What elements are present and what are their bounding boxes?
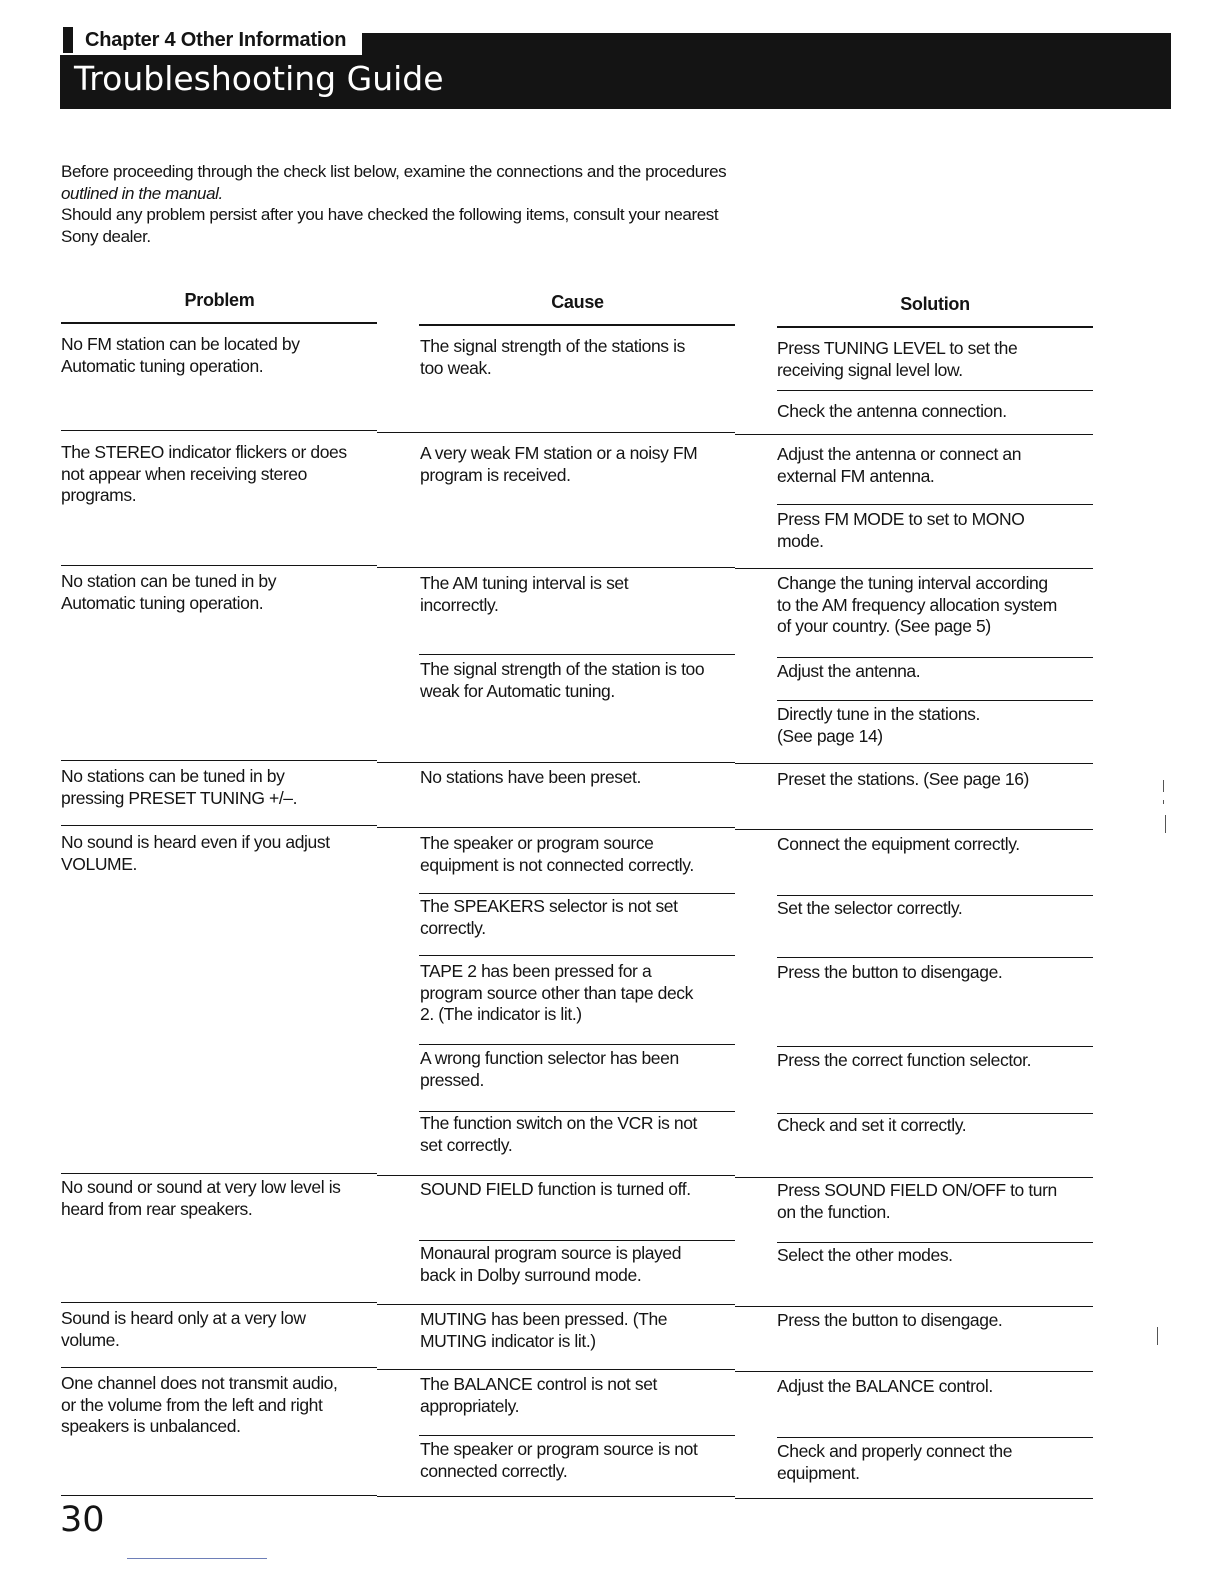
- cause-divider: [419, 1044, 735, 1045]
- solution-cell: Change the tuning interval according to the AM frequency allocation system of your country. (See page 5): [777, 573, 1057, 636]
- problem-cell: One channel does not transmit audio, or the volume from the left and right speakers is unbalanced.: [61, 1373, 338, 1436]
- row-divider: [61, 760, 377, 761]
- margin-mark: [1157, 1327, 1158, 1345]
- solution-cell: Press SOUND FIELD ON/OFF to turn on the function.: [777, 1180, 1057, 1222]
- solution-divider: [777, 390, 1093, 391]
- cause-cell: The speaker or program source is not connected correctly.: [420, 1439, 698, 1481]
- row-divider: [735, 1371, 1093, 1372]
- cause-cell: No stations have been preset.: [420, 767, 641, 787]
- margin-mark: [1165, 815, 1166, 833]
- margin-mark: [1163, 780, 1164, 792]
- cause-cell: The AM tuning interval is set incorrectly.: [420, 573, 629, 615]
- cause-cell: TAPE 2 has been pressed for a program source other than tape deck 2. (The indicator is lit.): [420, 961, 693, 1024]
- solution-cell: Adjust the antenna or connect an external FM antenna.: [777, 444, 1022, 486]
- solution-cell: Select the other modes.: [777, 1245, 953, 1265]
- solution-divider: [777, 504, 1093, 505]
- table-bottom-rule: [377, 1496, 735, 1497]
- solution-cell: Adjust the antenna.: [777, 661, 921, 681]
- chapter-label: Chapter 4 Other Information: [85, 29, 347, 51]
- margin-mark: [1163, 800, 1164, 804]
- intro-line: outlined in the manual.: [61, 183, 223, 203]
- problem-cell: No stations can be tuned in by pressing PRESET TUNING +/–.: [61, 766, 298, 808]
- problem-cell: No sound is heard even if you adjust VOLUME.: [61, 832, 330, 874]
- cause-cell: The BALANCE control is not set appropriately.: [420, 1374, 657, 1416]
- cause-cell: Monaural program source is played back in Dolby surround mode.: [420, 1243, 682, 1285]
- solution-cell: Press FM MODE to set to MONO mode.: [777, 509, 1025, 551]
- cause-divider: [419, 654, 735, 655]
- cause-cell: SOUND FIELD function is turned off.: [420, 1179, 691, 1199]
- solution-cell: Directly tune in the stations. (See page 14): [777, 704, 980, 746]
- problem-cell: Sound is heard only at a very low volume.: [61, 1308, 306, 1350]
- cause-divider: [419, 1111, 735, 1112]
- cause-cell: The SPEAKERS selector is not set correctly.: [420, 896, 678, 938]
- solution-divider: [777, 1437, 1093, 1438]
- solution-divider: [777, 957, 1093, 958]
- cause-cell: The speaker or program source equipment is not connected correctly.: [420, 833, 694, 875]
- row-divider: [735, 568, 1093, 569]
- row-divider: [735, 829, 1093, 830]
- cause-cell: The signal strength of the stations is too weak.: [420, 336, 685, 378]
- row-divider: [735, 434, 1093, 435]
- problem-header-rule: [61, 322, 377, 324]
- intro-paragraph: [61, 161, 861, 247]
- row-divider: [735, 763, 1093, 764]
- solution-cell: Set the selector correctly.: [777, 898, 963, 918]
- row-divider: [61, 1302, 377, 1303]
- row-divider: [377, 827, 735, 828]
- cause-cell: The function switch on the VCR is not set correctly.: [420, 1113, 698, 1155]
- problem-column-header: Problem: [184, 290, 255, 310]
- solution-cell: Press the correct function selector.: [777, 1050, 1032, 1070]
- row-divider: [61, 565, 377, 566]
- solution-divider: [777, 1113, 1093, 1114]
- solution-cell: Check and properly connect the equipment.: [777, 1441, 1013, 1483]
- row-divider: [61, 430, 377, 431]
- row-divider: [377, 567, 735, 568]
- intro-line: Before proceeding through the check list below, examine the connections and the procedures: [61, 162, 727, 181]
- solution-cell: Preset the stations. (See page 16): [777, 769, 1029, 789]
- solution-cell: Adjust the BALANCE control.: [777, 1376, 993, 1396]
- cause-divider: [419, 955, 735, 956]
- solution-cell: Press the button to disengage.: [777, 1310, 1003, 1330]
- cause-cell: MUTING has been pressed. (The MUTING indicator is lit.): [420, 1309, 668, 1351]
- table-bottom-rule: [735, 1498, 1093, 1499]
- bottom-edge-line: [127, 1558, 267, 1559]
- solution-cell: Check and set it correctly.: [777, 1115, 967, 1135]
- cause-divider: [419, 1435, 735, 1436]
- solution-divider: [777, 700, 1093, 701]
- cause-cell: The signal strength of the station is too weak for Automatic tuning.: [420, 659, 705, 701]
- row-divider: [61, 1367, 377, 1368]
- solution-divider: [777, 657, 1093, 658]
- intro-line: Sony dealer.: [61, 226, 151, 246]
- chapter-marker-bar: [63, 27, 73, 53]
- intro-line: Should any problem persist after you have checked the following items, consult your nearest: [61, 205, 719, 224]
- solution-cell: Press TUNING LEVEL to set the receiving signal level low.: [777, 338, 1018, 380]
- problem-cell: No FM station can be located by Automatic tuning operation.: [61, 334, 300, 376]
- cause-header-rule: [419, 324, 735, 326]
- solution-cell: Connect the equipment correctly.: [777, 834, 1020, 854]
- row-divider: [61, 825, 377, 826]
- row-divider: [61, 1173, 377, 1174]
- table-bottom-rule: [61, 1495, 377, 1496]
- problem-cell: No sound or sound at very low level is heard from rear speakers.: [61, 1177, 341, 1219]
- row-divider: [377, 1369, 735, 1370]
- problem-cell: No station can be tuned in by Automatic tuning operation.: [61, 571, 277, 613]
- row-divider: [377, 1304, 735, 1305]
- cause-cell: A wrong function selector has been pressed.: [420, 1048, 679, 1090]
- solution-header-rule: [777, 326, 1093, 328]
- page-title: Troubleshooting Guide: [74, 59, 444, 98]
- problem-cell: The STEREO indicator flickers or does not appear when receiving stereo programs.: [61, 442, 347, 505]
- row-divider: [735, 1306, 1093, 1307]
- cause-divider: [419, 1240, 735, 1241]
- cause-column-header: Cause: [551, 292, 604, 312]
- solution-divider: [777, 895, 1093, 896]
- row-divider: [735, 1177, 1093, 1178]
- page-number: 30: [60, 1500, 105, 1540]
- solution-divider: [777, 1046, 1093, 1047]
- row-divider: [377, 762, 735, 763]
- solution-column-header: Solution: [900, 294, 970, 314]
- solution-cell: Check the antenna connection.: [777, 401, 1007, 421]
- row-divider: [377, 1175, 735, 1176]
- solution-cell: Press the button to disengage.: [777, 962, 1003, 982]
- cause-divider: [419, 893, 735, 894]
- cause-cell: A very weak FM station or a noisy FM program is received.: [420, 443, 698, 485]
- solution-divider: [777, 1242, 1093, 1243]
- row-divider: [377, 432, 735, 433]
